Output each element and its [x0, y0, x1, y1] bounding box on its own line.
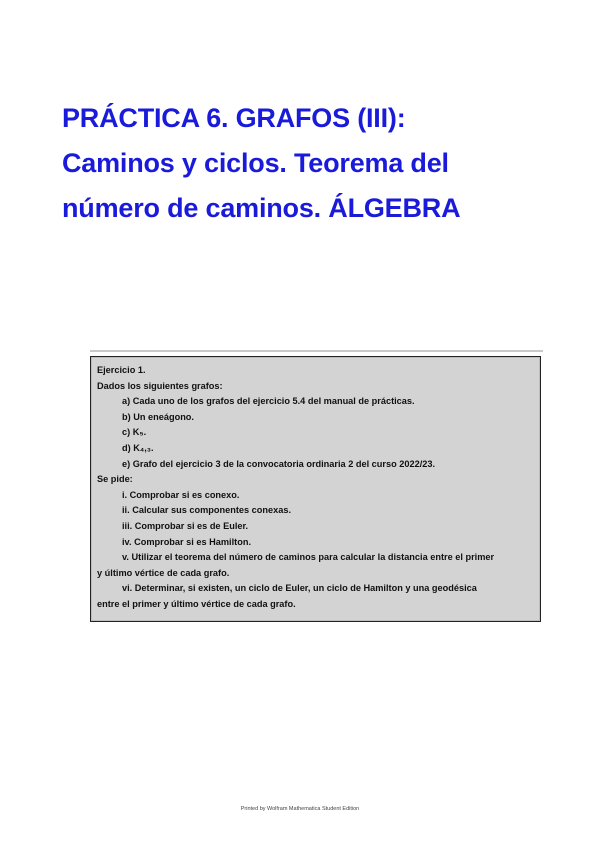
page-title [62, 96, 562, 231]
task-item-v-line-2: y último vértice de cada grafo. [97, 567, 230, 578]
exercise-heading: Ejercicio 1. [97, 365, 146, 375]
title-line-3: número de caminos. ÁLGEBRA [62, 193, 461, 223]
footer-note: Printed by Wolfram Mathematica Student Edition [240, 806, 360, 812]
section-divider [90, 350, 543, 352]
graph-item-e: e) Grafo del ejercicio 3 de la convocatoria ordinaria 2 del curso 2022/23. [122, 458, 436, 469]
graph-item-b: b) Un eneágono. [122, 411, 194, 422]
title-line-1: PRÁCTICA 6. GRAFOS (III): [62, 103, 406, 133]
task-item-vi-line-2: entre el primer y último vértice de cada grafo. [97, 598, 296, 609]
title-line-2: Caminos y ciclos. Teorema del [62, 148, 449, 178]
task-item-iv: iv. Comprobar si es Hamilton. [122, 536, 251, 547]
graph-item-c: c) K₅. [122, 427, 147, 438]
task-item-i: i. Comprobar si es conexo. [122, 489, 240, 500]
task-item-v-line-1: v. Utilizar el teorema del número de caminos para calcular la distancia entre el primer [122, 552, 495, 563]
asks-label: Se pide: [97, 474, 133, 485]
graph-item-d: d) K₄,₃. [122, 442, 154, 453]
task-item-vi-line-1: vi. Determinar, si existen, un ciclo de Euler, un ciclo de Hamilton y una geodésica [122, 583, 477, 594]
exercise-intro: Dados los siguientes grafos: [97, 380, 223, 391]
task-item-iii: iii. Comprobar si es de Euler. [122, 520, 249, 531]
task-item-ii: ii. Calcular sus componentes conexas. [122, 505, 292, 516]
graph-item-a: a) Cada uno de los grafos del ejercicio 5.4 del manual de prácticas. [122, 396, 415, 407]
exercise-box [90, 356, 541, 622]
